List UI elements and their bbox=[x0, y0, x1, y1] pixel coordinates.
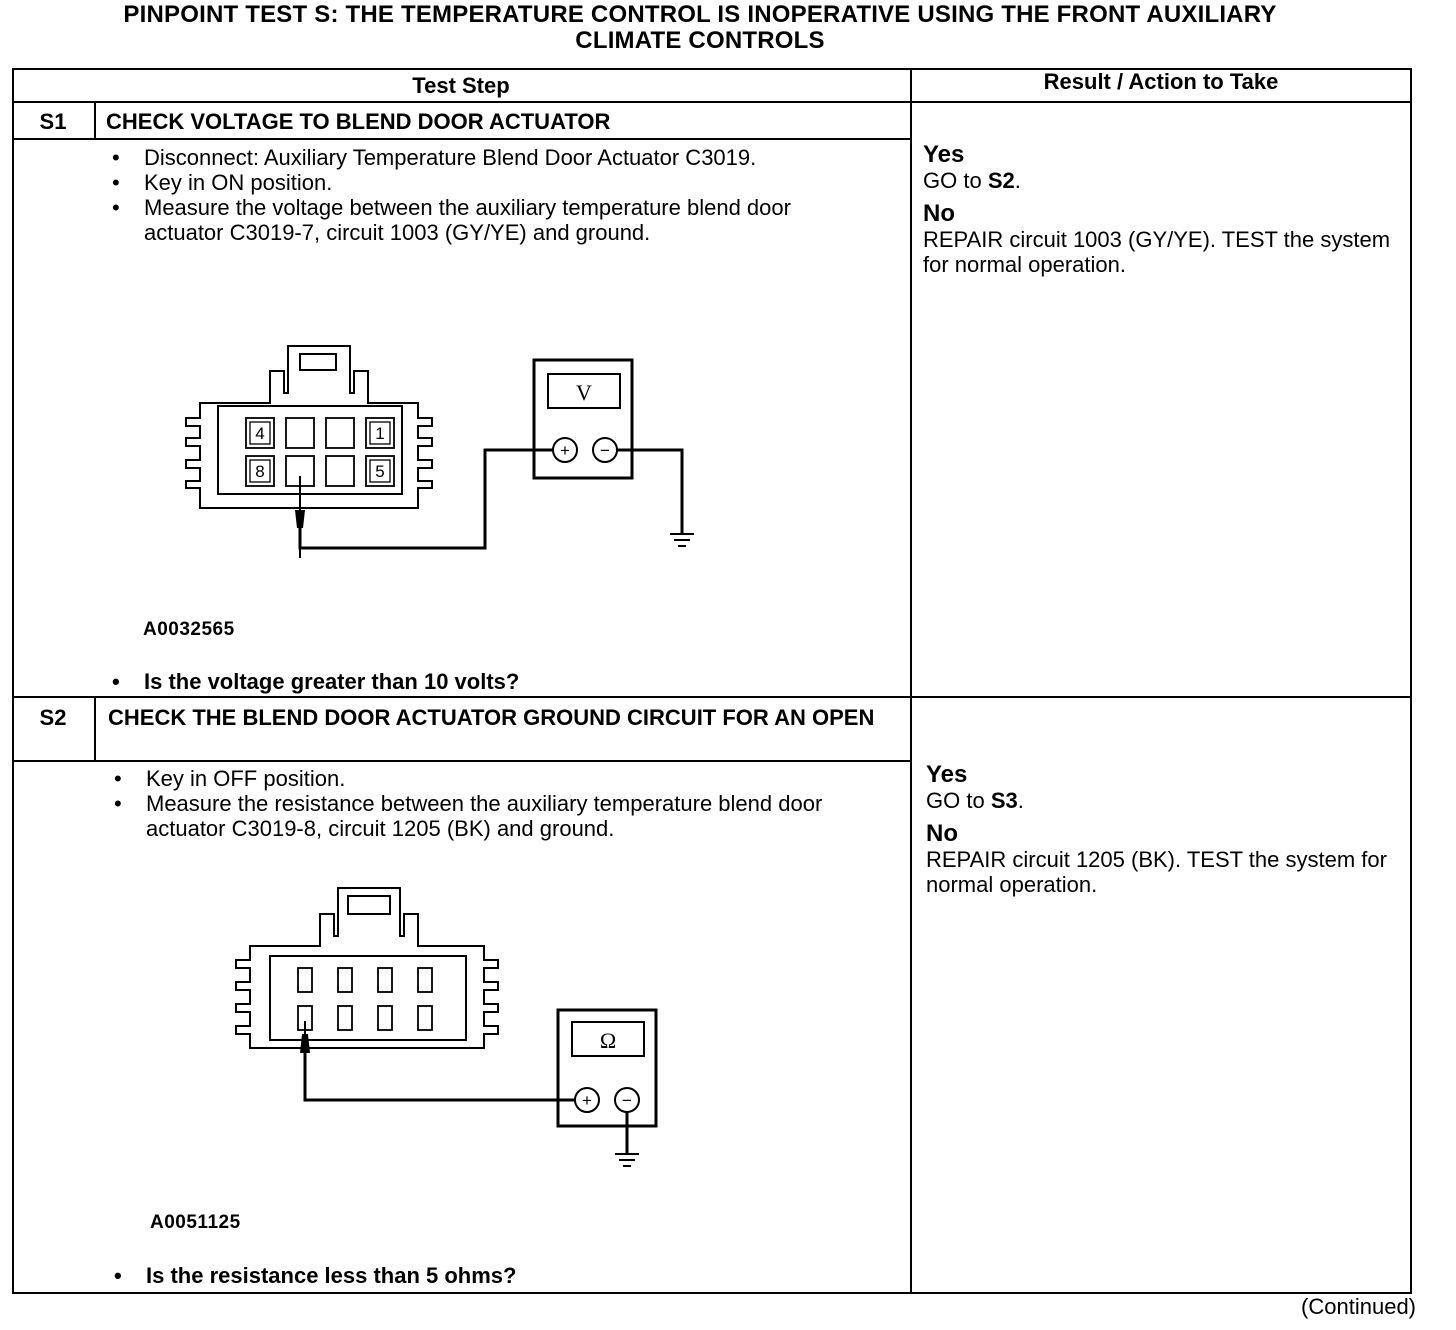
s2-pin-6 bbox=[378, 1006, 392, 1030]
s1-yes-action-text: GO to bbox=[923, 168, 982, 193]
pin-label-1: 1 bbox=[375, 424, 385, 443]
s1-id-divider bbox=[94, 103, 96, 139]
s1-no-action: REPAIR circuit 1003 (GY/YE). TEST the system for normal operation. bbox=[923, 227, 1391, 277]
pin-2 bbox=[326, 418, 354, 448]
s1-ground-symbol bbox=[670, 534, 694, 546]
s1-probe bbox=[295, 510, 305, 528]
s2-result bbox=[926, 762, 1404, 897]
step-separator bbox=[12, 696, 1412, 698]
table-border-bottom bbox=[12, 1292, 1412, 1294]
s1-plus-sign: + bbox=[560, 441, 570, 460]
s2-minus-sign: − bbox=[622, 1091, 632, 1110]
s2-pin-5 bbox=[418, 1006, 432, 1030]
pin-6 bbox=[326, 456, 354, 486]
s2-pin-7 bbox=[338, 1006, 352, 1030]
s1-yes-action: GO to S2. bbox=[923, 168, 1021, 193]
s2-pin-3 bbox=[338, 968, 352, 992]
s1-connector-pins bbox=[246, 418, 394, 486]
pin-3 bbox=[286, 418, 314, 448]
continued-note: (Continued) bbox=[1301, 1294, 1416, 1319]
pin-label-8: 8 bbox=[255, 462, 265, 481]
s1-bullet-3: • Measure the voltage between the auxiliary temperature blend door actuator C3019-7, circuit 1003 (GY/YE) and ground. bbox=[110, 195, 870, 245]
s1-yes-label: Yes bbox=[923, 141, 965, 168]
ohmmeter-symbol: Ω bbox=[599, 1028, 617, 1053]
s1-question-text: • Is the voltage greater than 10 volts? bbox=[110, 669, 890, 694]
column-divider bbox=[910, 68, 912, 1294]
pinpoint-test-table bbox=[12, 68, 1420, 1294]
s2-no-action: REPAIR circuit 1205 (BK). TEST the system for normal operation. bbox=[926, 847, 1387, 897]
s1-figure-id: A0032565 bbox=[143, 619, 235, 640]
s2-connector-body bbox=[236, 888, 498, 1048]
s1-yes-target: S2 bbox=[987, 168, 1015, 193]
s1-question bbox=[110, 669, 890, 694]
step-s1-instructions bbox=[110, 145, 870, 245]
s2-id-divider bbox=[94, 698, 96, 760]
s2-probe-wire bbox=[305, 1053, 584, 1100]
step-heading-s1: CHECK VOLTAGE TO BLEND DOOR ACTUATOR bbox=[106, 109, 611, 134]
s1-bullet-1: • Disconnect: Auxiliary Temperature Blend Door Actuator C3019. bbox=[110, 145, 870, 170]
s2-yes-action-text: GO to bbox=[926, 788, 985, 813]
s2-pin-2 bbox=[378, 968, 392, 992]
s2-yes-action: GO to S3. bbox=[926, 788, 1024, 813]
s1-minus-sign: − bbox=[600, 441, 610, 460]
s2-pin-1 bbox=[418, 968, 432, 992]
header-result-action: Result / Action to Take bbox=[1043, 69, 1279, 94]
s2-heading-divider bbox=[12, 760, 910, 762]
s1-bullet-2: • Key in ON position. bbox=[110, 170, 870, 195]
s2-question bbox=[112, 1263, 892, 1288]
s2-bullet-1: • Key in OFF position. bbox=[112, 766, 892, 791]
s2-pin-4 bbox=[298, 968, 312, 992]
s2-yes-label: Yes bbox=[926, 761, 968, 788]
voltmeter-symbol: V bbox=[576, 380, 592, 405]
s1-ground-wire bbox=[617, 450, 682, 534]
s2-plus-sign: + bbox=[582, 1091, 592, 1110]
s2-figure-id: A0051125 bbox=[150, 1212, 241, 1233]
page-title-line-2: CLIMATE CONTROLS bbox=[575, 27, 825, 54]
header-test-step: Test Step bbox=[412, 73, 510, 98]
pin-label-4: 4 bbox=[255, 424, 265, 443]
s2-connector-pins bbox=[298, 968, 432, 1030]
s2-no-label: No bbox=[926, 820, 958, 847]
page-title bbox=[0, 2, 1400, 54]
s1-voltage-diagram bbox=[182, 338, 722, 558]
s2-resistance-diagram bbox=[234, 886, 694, 1196]
page-title-line-1: PINPOINT TEST S: THE TEMPERATURE CONTROL IS INOPERATIVE USING THE FRONT AUXILIARY bbox=[123, 1, 1277, 28]
s1-connector-body bbox=[186, 346, 432, 508]
s2-yes-target: S3 bbox=[990, 788, 1018, 813]
step-heading-s2: CHECK THE BLEND DOOR ACTUATOR GROUND CIRCUIT FOR AN OPEN bbox=[108, 705, 875, 730]
s2-probe bbox=[300, 1034, 310, 1053]
s2-ground-symbol bbox=[615, 1154, 639, 1166]
s2-bullet-2: • Measure the resistance between the auxiliary temperature blend door actuator C3019-8, circuit 1205 (BK) and ground. bbox=[112, 791, 892, 841]
s1-result bbox=[923, 142, 1403, 277]
table-border-left bbox=[12, 68, 14, 1294]
s1-no-label: No bbox=[923, 200, 955, 227]
step-id-s2: S2 bbox=[39, 705, 67, 730]
pin-label-5: 5 bbox=[375, 462, 385, 481]
step-id-s1: S1 bbox=[39, 109, 67, 134]
s1-heading-divider bbox=[12, 138, 910, 140]
table-border-right bbox=[1410, 68, 1412, 1292]
header-divider bbox=[12, 101, 1412, 103]
step-s2-instructions bbox=[112, 766, 892, 841]
s2-question-text: • Is the resistance less than 5 ohms? bbox=[112, 1263, 892, 1288]
